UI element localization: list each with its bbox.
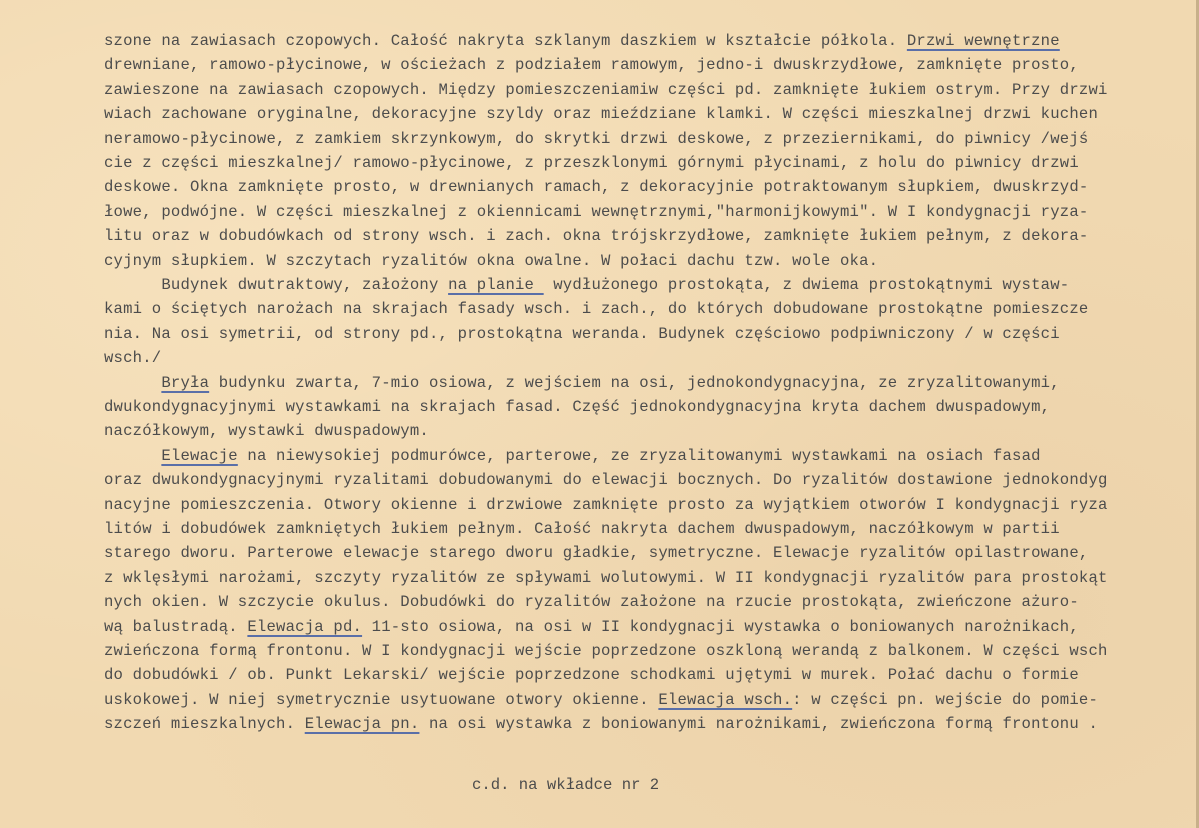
text-run: wsch./ — [104, 349, 162, 368]
text-run: łowe, podwójne. W części mieszkalnej z okiennicami wewnętrznymi,"harmonijkowymi". W I kondygnacji ryza- — [104, 202, 1089, 221]
underlined-heading: na planie — [448, 276, 544, 294]
text-line — [104, 56, 1079, 74]
text-run: litu oraz w dobudówkach od strony wsch. i zach. okna trójskrzydłowe, zamknięte łukiem pełnym, z dekora- — [104, 227, 1089, 246]
text-line — [104, 666, 1079, 684]
text-run: na niewysokiej podmurówce, parterowe, ze zryzalitowanymi wystawkami na osiach fasad — [237, 446, 1041, 465]
text-line — [104, 496, 1108, 514]
text-run: do dobudówki / ob. Punkt Lekarski/ wejście poprzedzone schodkami ujętymi w murek. Połać dachu o formie — [104, 666, 1079, 685]
text-run — [104, 374, 161, 392]
text-run: szczeń mieszkalnych. — [104, 715, 305, 734]
underlined-heading: Elewacja wsch. — [658, 690, 793, 709]
text-line — [104, 105, 1098, 123]
text-run: uskokowej. W niej symetrycznie usytuowane otwory okienne. — [104, 690, 659, 709]
underlined-heading: Drzwi wewnętrzne — [906, 32, 1060, 50]
text-run: drewniane, ramowo-płycinowe, w ościeżach z podziałem ramowym, jedno-i dwuskrzydłowe, zamknięte prosto, — [104, 56, 1079, 75]
text-run: budynku zwarta, 7-mio osiowa, z wejściem na osi, jednokondygnacyjna, ze zryzalitowanymi, — [209, 373, 1060, 392]
text-line — [104, 32, 1060, 50]
text-run — [104, 447, 161, 465]
text-run: naczółkowym, wystawki dwuspadowym. — [104, 422, 429, 441]
text-run: kami o ściętych narożach na skrajach fasady wsch. i zach., do których dobudowane prostokątne pomieszcze — [104, 300, 1089, 319]
text-run: nacyjne pomieszczenia. Otwory okienne i drzwiowe zamknięte prosto za wyjątkiem otworów I kondygnacji ryza — [104, 495, 1108, 514]
text-line — [104, 544, 1088, 562]
text-line — [104, 618, 1079, 636]
text-line — [104, 276, 1069, 294]
text-run: wą balustradą. — [104, 617, 248, 636]
text-run: starego dworu. Parterowe elewacje starego dworu gładkie, symetryczne. Elewacje ryzalitów opilastrowane, — [104, 544, 1089, 563]
text-run: cie z części mieszkalnej/ ramowo-płycinowe, z przeszklonymi górnymi płycinami, z holu do piwnicy drzwi — [104, 154, 1079, 172]
text-run: zawieszone na zawiasach czopowych. Między pomieszczeniamiw części pd. zamknięte łukiem ostrym. Przy drzwi — [104, 80, 1108, 99]
continuation-note: c.d. na wkładce nr 2 — [472, 776, 660, 794]
text-line — [104, 398, 1050, 416]
text-line — [104, 593, 1079, 611]
text-line — [104, 569, 1108, 587]
text-run: deskowe. Okna zamknięte prosto, w drewnianych ramach, z dekoracyjnie potraktowanym słupkiem, dwuskrzyd- — [104, 178, 1089, 197]
text-line — [104, 203, 1088, 221]
text-line — [104, 471, 1108, 489]
text-line — [104, 691, 1098, 709]
text-run: nych okien. W szczycie okulus. Dobudówki do ryzalitów założone na rzucie prostokąta, zwieńczone ażuro- — [104, 593, 1079, 612]
text-run: : w części pn. wejście do pomie- — [792, 690, 1099, 709]
text-run: cyjnym słupkiem. W szczytach ryzalitów okna owalne. W połaci dachu tzw. wole oka. — [104, 251, 879, 270]
text-line — [104, 300, 1088, 318]
text-run: Budynek dwutraktowy, założony — [104, 276, 449, 294]
text-run: wydłużonego prostokąta, z dwiema prostokątnymi wystaw- — [543, 276, 1070, 294]
underlined-heading: Elewacja pd. — [247, 617, 363, 636]
text-run: zwieńczona formą frontonu. W I kondygnacji wejście poprzedzone oszkloną werandą z balkonem. W części wsch — [104, 642, 1108, 660]
underlined-heading: Elewacja pn. — [304, 715, 420, 734]
text-run: oraz dwukondygnacyjnymi ryzalitami dobudowanymi do elewacji bocznych. Do ryzalitów dostawione jednokondyg — [104, 471, 1108, 490]
text-run: z wklęsłymi narożami, szczyty ryzalitów ze spływami wolutowymi. W II kondygnacji ryzalitów para prostokąt — [104, 568, 1108, 587]
text-line — [104, 422, 429, 440]
text-line — [104, 349, 161, 367]
text-line — [104, 325, 1060, 343]
text-line — [104, 81, 1108, 99]
underlined-heading: Elewacje — [161, 446, 238, 465]
text-run: szone na zawiasach czopowych. Całość nakryta szklanym daszkiem w kształcie półkola. — [104, 32, 907, 50]
text-run: wiach zachowane oryginalne, dekoracyjne szyldy oraz mieździane klamki. W części mieszkalnej drzwi kuchen — [104, 105, 1099, 124]
text-line — [104, 178, 1088, 196]
text-run: 11-sto osiowa, na osi w II kondygnacji wystawka o boniowanych narożnikach, — [362, 617, 1079, 636]
text-line — [104, 642, 1108, 660]
text-line — [104, 154, 1079, 172]
text-line — [104, 715, 1098, 733]
text-run: dwukondygnacyjnymi wystawkami na skrajach fasad. Część jednokondygnacyjna kryta dachem dwuspadowym, — [104, 398, 1051, 416]
text-line — [104, 447, 1041, 465]
text-run: na osi wystawka z boniowanymi narożnikami, zwieńczona formą frontonu . — [419, 715, 1099, 734]
underlined-heading: Bryła — [161, 373, 210, 392]
text-line — [104, 130, 1088, 148]
text-run: neramowo-płycinowe, z zamkiem skrzynkowym, do skrytki drzwi deskowe, z przeziernikami, do piwnicy /wejś — [104, 129, 1089, 148]
text-line — [104, 252, 878, 270]
text-line — [104, 520, 1060, 538]
text-run: litów i dobudówek zamkniętych łukiem pełnym. Całość nakryta dachem dwuspadowym, naczółkowym w partii — [104, 520, 1060, 538]
text-line — [104, 227, 1088, 245]
text-line — [104, 374, 1060, 392]
text-run: nia. Na osi symetrii, od strony pd., prostokątna weranda. Budynek częściowo podpiwniczony / w części — [104, 324, 1060, 343]
